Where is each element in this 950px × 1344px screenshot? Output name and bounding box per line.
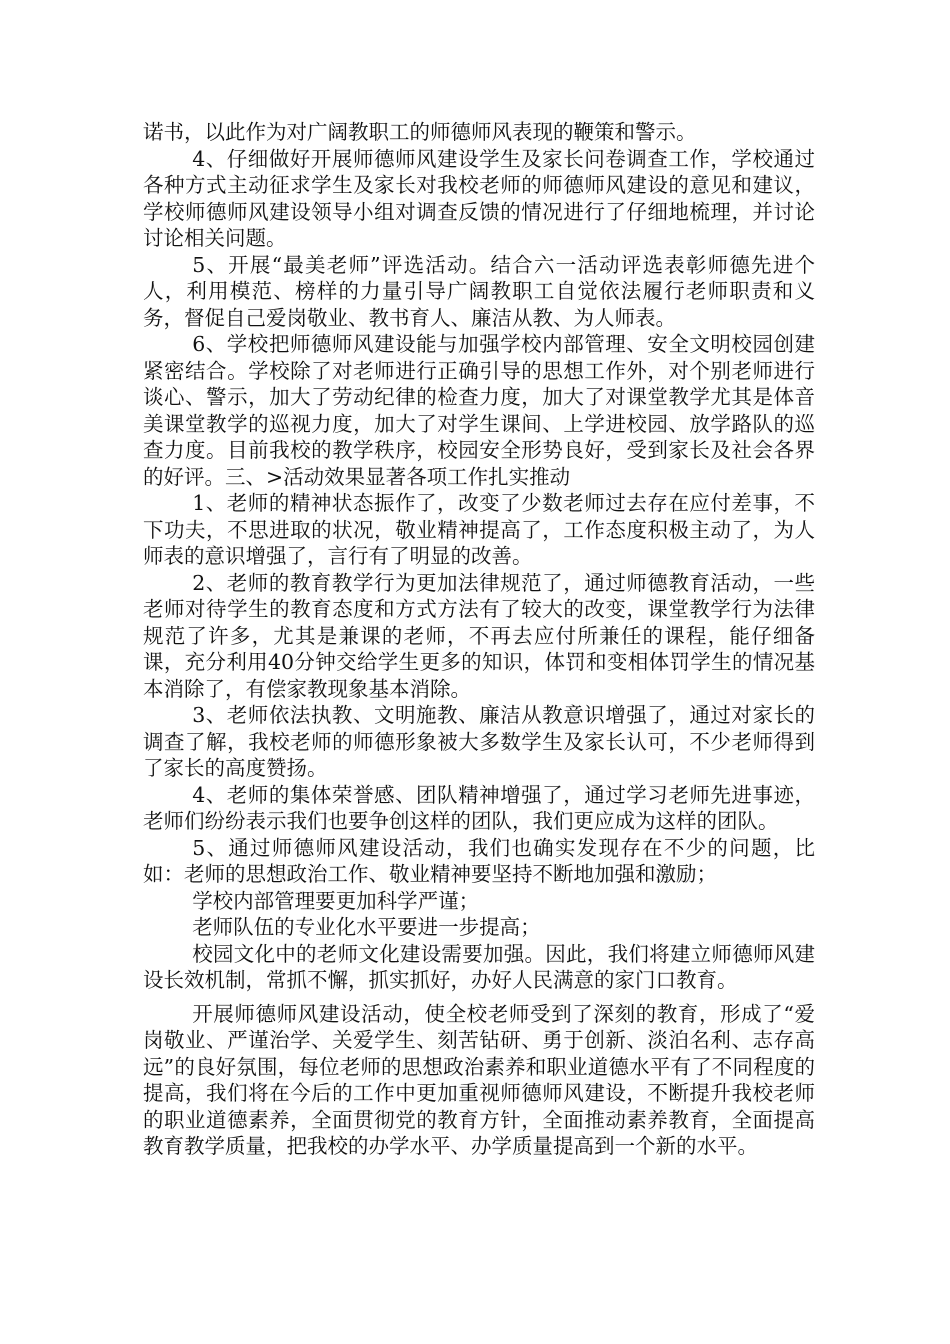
paragraph-effect-2: 2、老师的教育教学行为更加法律规范了，通过师德教育活动，一些老师对待学生的教育态度和方式方法有了较大的改变，课堂教学行为法律规范了许多，尤其是兼课的老师，不再去应付所兼任的课程，能仔细备课，充分利用40分钟交给学生更多的知识，体罚和变相体罚学生的情况基本消除了，有偿家教现象基本消除。 xyxy=(143,570,815,701)
paragraph-problem-professional: 老师队伍的专业化水平要进一步提高； xyxy=(192,915,541,939)
paragraph-conclusion: 开展师德师风建设活动，使全校老师受到了深刻的教育，形成了“爱岗敬业、严谨治学、关爱学生、刻苦钻研、勇于创新、淡泊名利、志存高远”的良好氛围，每位老师的思想政治素养和职业道德水平有了不同程度的提高，我们将在今后的工作中更加重视师德师风建设，不断提升我校老师的职业道德素养，全面贯彻党的教育方针，全面推动素养教育，全面提高教育教学质量，把我校的办学水平、办学质量提高到一个新的水平。 xyxy=(143,1001,815,1158)
paragraph-problem-culture: 校园文化中的老师文化建设需要加强。因此，我们将建立师德师风建设长效机制，常抓不懈，抓实抓好，办好人民满意的家门口教育。 xyxy=(143,941,815,992)
paragraph-item-5-best-teacher: 5、开展“最美老师”评选活动。结合六一活动评选表彰师德先进个人，利用模范、榜样的力量引导广阔教职工自觉依法履行老师职责和义务，督促自己爱岗敬业、教书育人、廉洁从教、为人师表。 xyxy=(143,252,815,330)
paragraph-effect-5: 5、通过师德师风建设活动，我们也确实发现存在不少的问题，比如：老师的思想政治工作、敬业精神要坚持不断地加强和激励； xyxy=(143,835,815,886)
paragraph-continuation: 诺书，以此作为对广阔教职工的师德师风表现的鞭策和警示。 xyxy=(143,120,697,144)
document-body xyxy=(143,119,815,1160)
paragraph-item-4-survey: 4、仔细做好开展师德师风建设学生及家长问卷调查工作，学校通过各种方式主动征求学生及家长对我校老师的师德师风建设的意见和建议，学校师德师风建设领导小组对调查反馈的情况进行了仔细地梳理，并讨论讨论相关问题。 xyxy=(143,146,815,250)
paragraph-effect-4: 4、老师的集体荣誉感、团队精神增强了，通过学习老师先进事迹，老师们纷纷表示我们也要争创这样的团队，我们更应成为这样的团队。 xyxy=(143,782,815,833)
paragraph-effect-1: 1、老师的精神状态振作了，改变了少数老师过去存在应付差事，不下功夫，不思进取的状况，敬业精神提高了，工作态度积极主动了，为人师表的意识增强了，言行有了明显的改善。 xyxy=(143,491,815,568)
paragraph-item-6-management: 6、学校把师德师风建设能与加强学校内部管理、安全文明校园创建紧密结合。学校除了对老师进行正确引导的思想工作外，对个别老师进行谈心、警示，加大了劳动纪律的检查力度，加大了对课堂教学尤其是体音美课堂教学的巡视力度，加大了对学生课间、上学进校园、放学路队的巡查力度。目前我校的教学秩序，校园安全形势良好，受到家长及社会各界的好评。三、>活动效果显著各项工作扎实推动 xyxy=(143,332,815,489)
paragraph-problem-management: 学校内部管理要更加科学严谨； xyxy=(192,888,480,913)
paragraph-effect-3: 3、老师依法执教、文明施教、廉洁从教意识增强了，通过对家长的调查了解，我校老师的师德形象被大多数学生及家长认可，不少老师得到了家长的高度赞扬。 xyxy=(143,703,815,780)
